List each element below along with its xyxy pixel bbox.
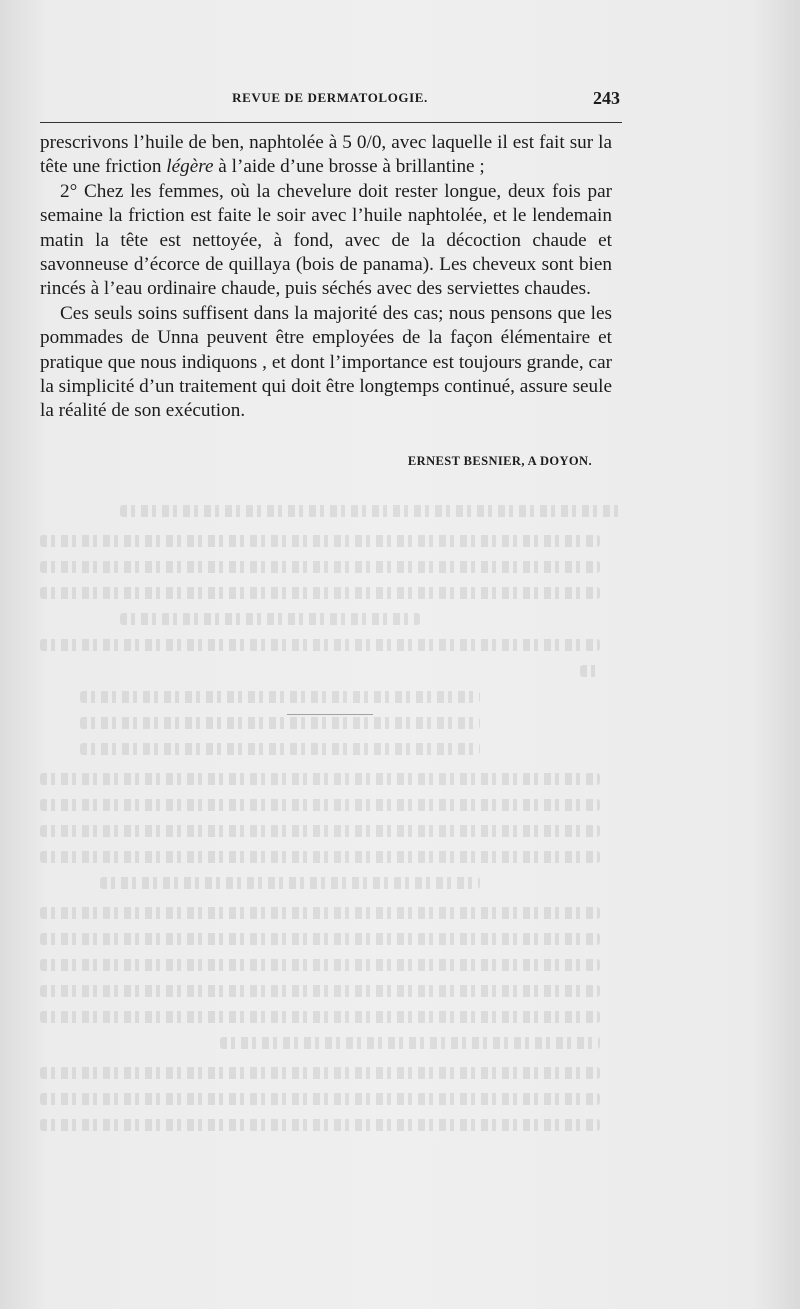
- reverse-side-bleed-through: [20, 505, 780, 1205]
- paragraph-1-italic: légère: [166, 156, 214, 178]
- page-header: [40, 88, 620, 110]
- paragraph-1: [40, 131, 612, 180]
- author-signature: ERNEST BESNIER, A DOYON.: [407, 454, 592, 468]
- paragraph-1-text-a: prescrivons l’huile de ben, naphtolée à 5 0/0, avec laquelle il est fait sur la tête une friction: [40, 132, 612, 178]
- body-text: [40, 131, 612, 424]
- page-number: 243: [593, 88, 620, 108]
- paragraph-3: Ces seuls soins suffisent dans la majorité des cas; nous pensons que les pommades de Unna peuvent être employées de la façon élémentaire et pratique que nous indiquons , et dont l’importance est toujours grande, car la simplicité d’un traitement qui doit être longtemps continué, assure seule la réalité de son exécution.: [40, 302, 612, 422]
- reverse-divider-mark: [287, 714, 373, 715]
- paragraph-2: 2° Chez les femmes, où la chevelure doit rester longue, deux fois par semaine la friction est faite le soir avec l’huile naphtolée, et le lendemain matin la tête est nettoyée, à fond, avec de la décoction chaude et savonneuse d’écorce de quillaya (bois de panama). Les cheveux sont bien rincés à l’eau ordinaire chaude, puis séchés avec des serviettes chaudes.: [40, 180, 612, 300]
- header-rule: [40, 122, 622, 123]
- running-head: REVUE DE DERMATOLOGIE.: [232, 90, 428, 105]
- paragraph-1-text-b: à l’aide d’une brosse à brillantine ;: [213, 156, 485, 178]
